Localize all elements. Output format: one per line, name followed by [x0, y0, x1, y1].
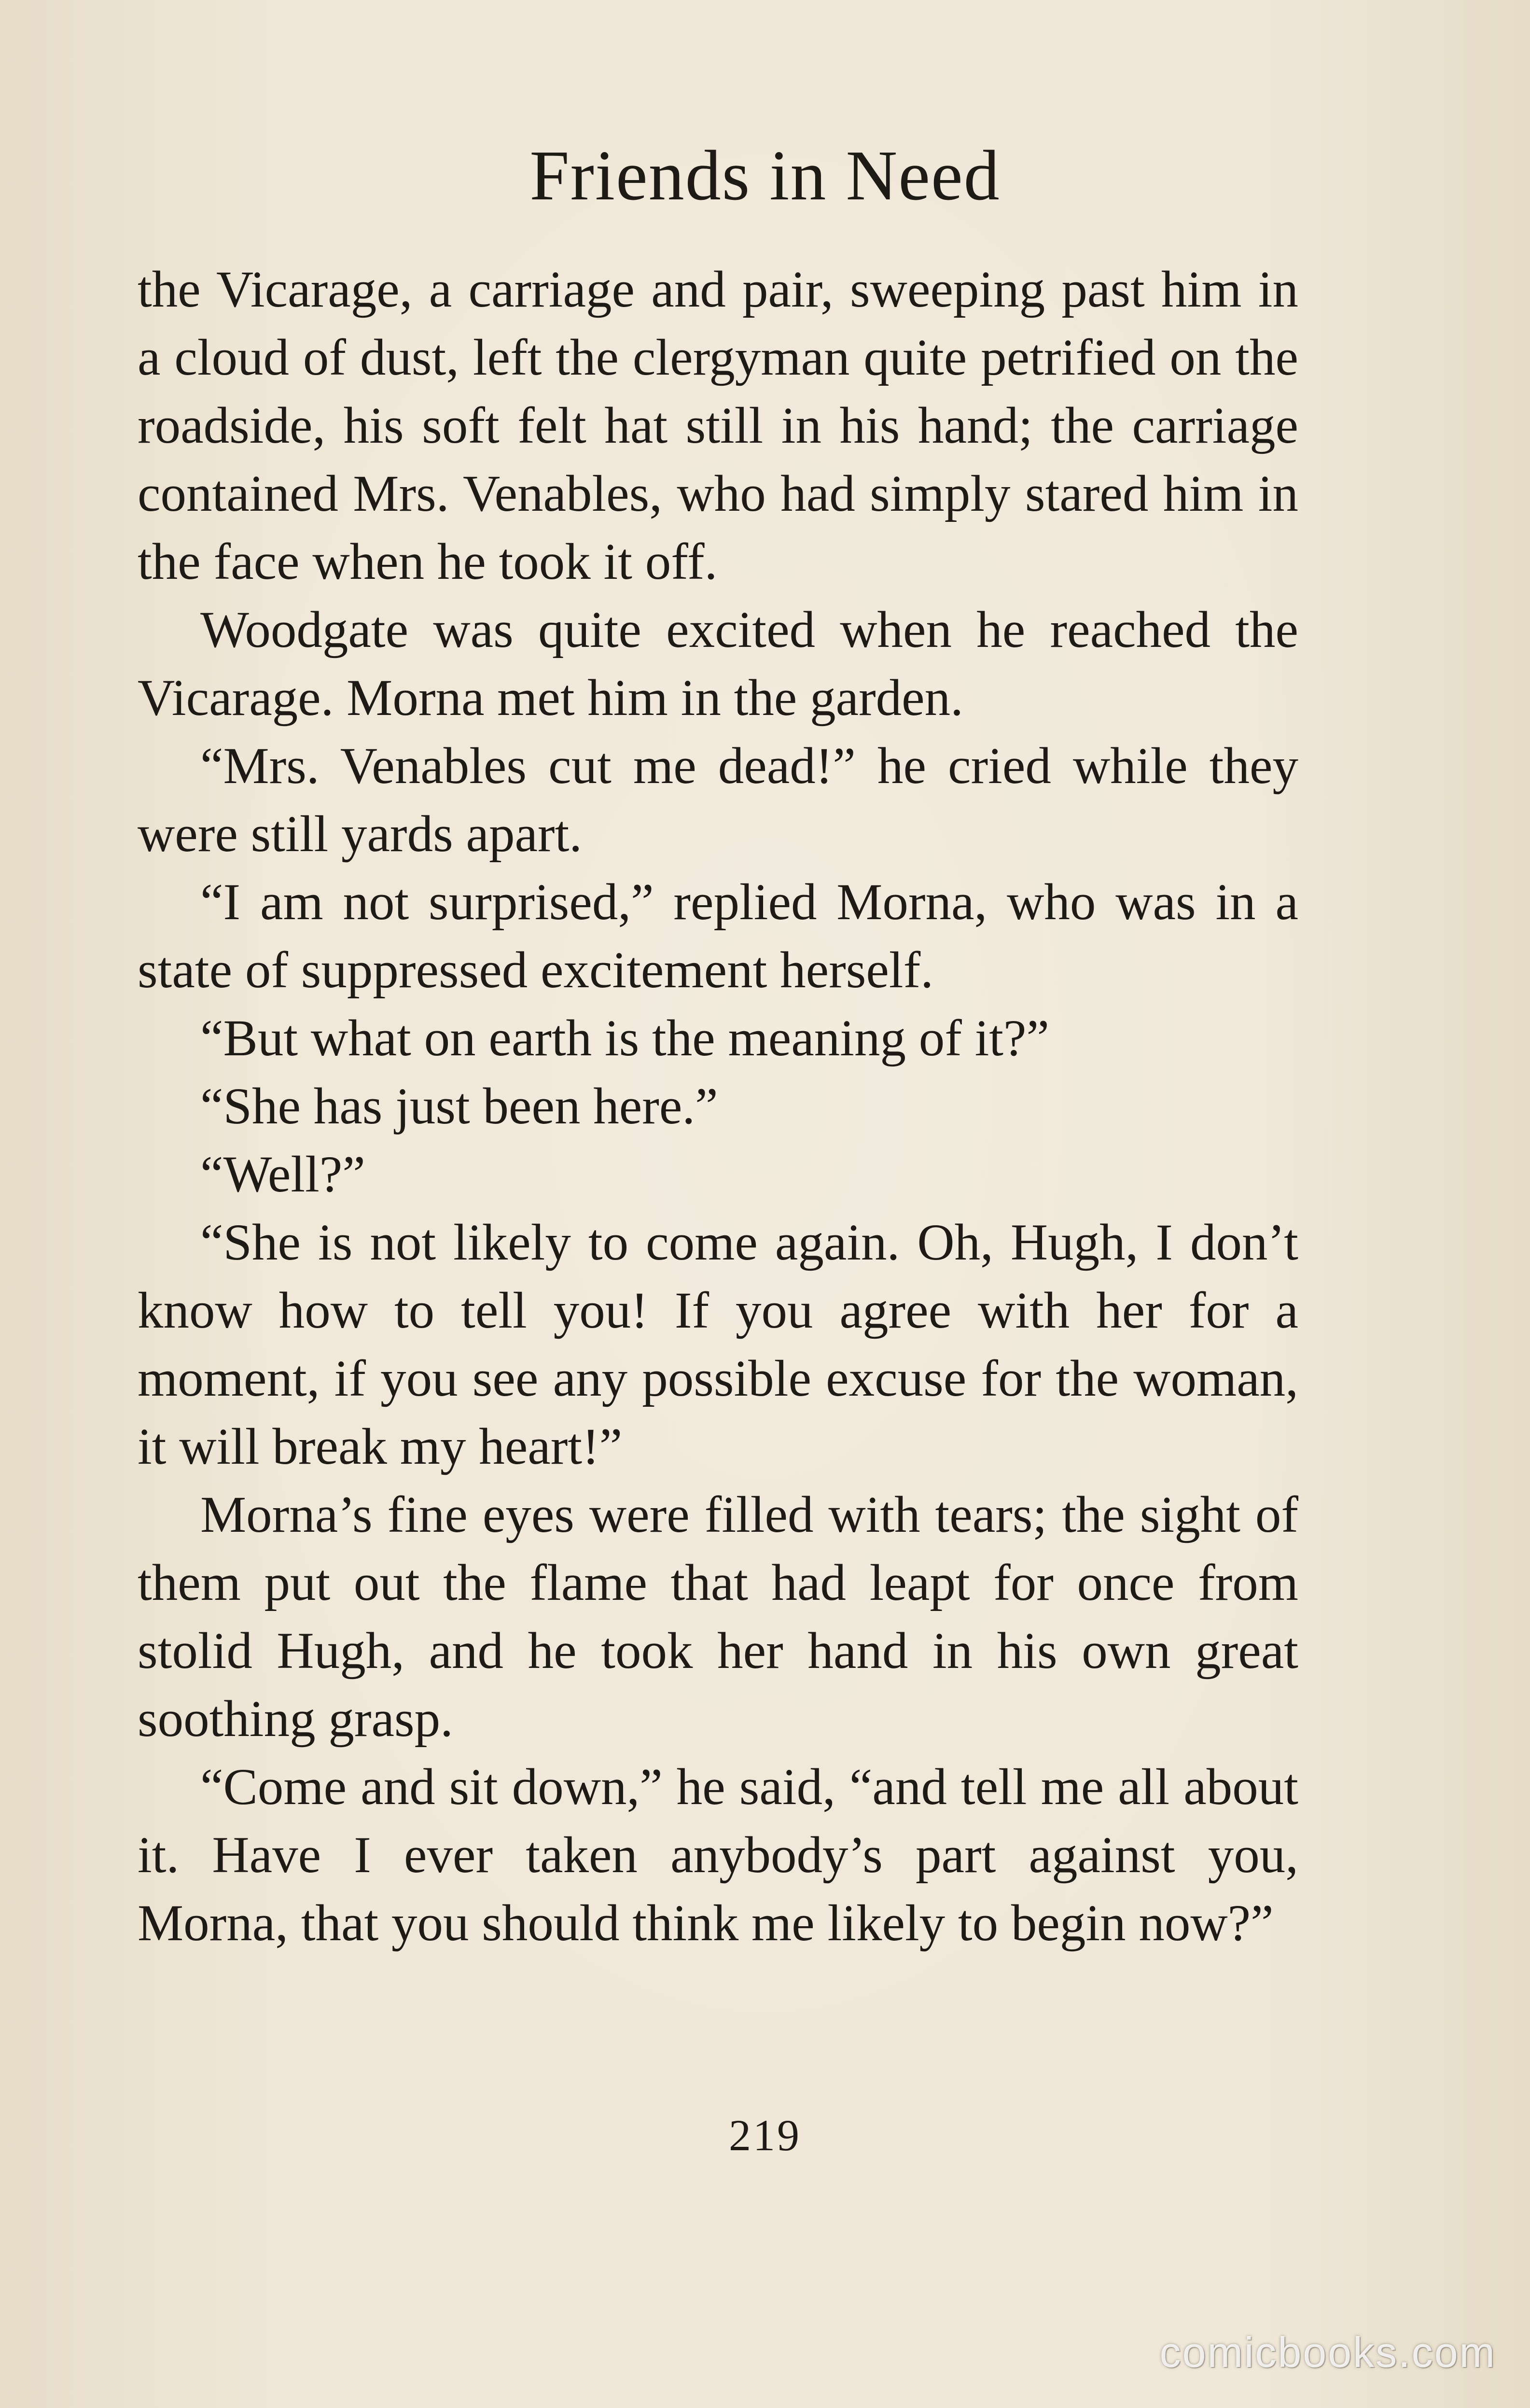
paragraph: “Come and sit down,” he said, “and tell me all about it. Have I ever taken anybody’s part against you, Morna, that you should think me likely to begin now?” — [138, 1759, 1298, 1952]
page-number: 219 — [729, 2111, 801, 2160]
paragraph: the Vicarage, a carriage and pair, sweeping past him in a cloud of dust, left the clergyman quite petrified on the roadside, his soft felt hat still in his hand; the carriage contained Mrs. Venables, who had simply stared him in the face when he took it off. — [138, 261, 1298, 590]
watermark: comicbooks.com — [1159, 2328, 1496, 2376]
body-text — [138, 256, 1298, 1958]
paragraph: “She has just been here.” — [200, 1078, 718, 1135]
paragraph: “But what on earth is the meaning of it?” — [200, 1010, 1050, 1067]
paragraph: “She is not likely to come again. Oh, Hugh, I don’t know how to tell you! If you agree with her for a moment, if you see any possible excuse for the woman, it will break my heart!” — [138, 1214, 1298, 1475]
paragraph: “Well?” — [200, 1146, 365, 1203]
running-head: Friends in Need — [529, 136, 1001, 215]
paragraph: “I am not surprised,” replied Morna, who was in a state of suppressed excitement herself. — [138, 874, 1298, 999]
paragraph: “Mrs. Venables cut me dead!” he cried while they were still yards apart. — [138, 738, 1298, 863]
paragraph: Morna’s fine eyes were filled with tears; the sight of them put out the flame that had leapt for once from stolid Hugh, and he took her hand in his own great soothing grasp. — [138, 1486, 1298, 1748]
paragraph: Woodgate was quite excited when he reached the Vicarage. Morna met him in the garden. — [138, 602, 1298, 727]
